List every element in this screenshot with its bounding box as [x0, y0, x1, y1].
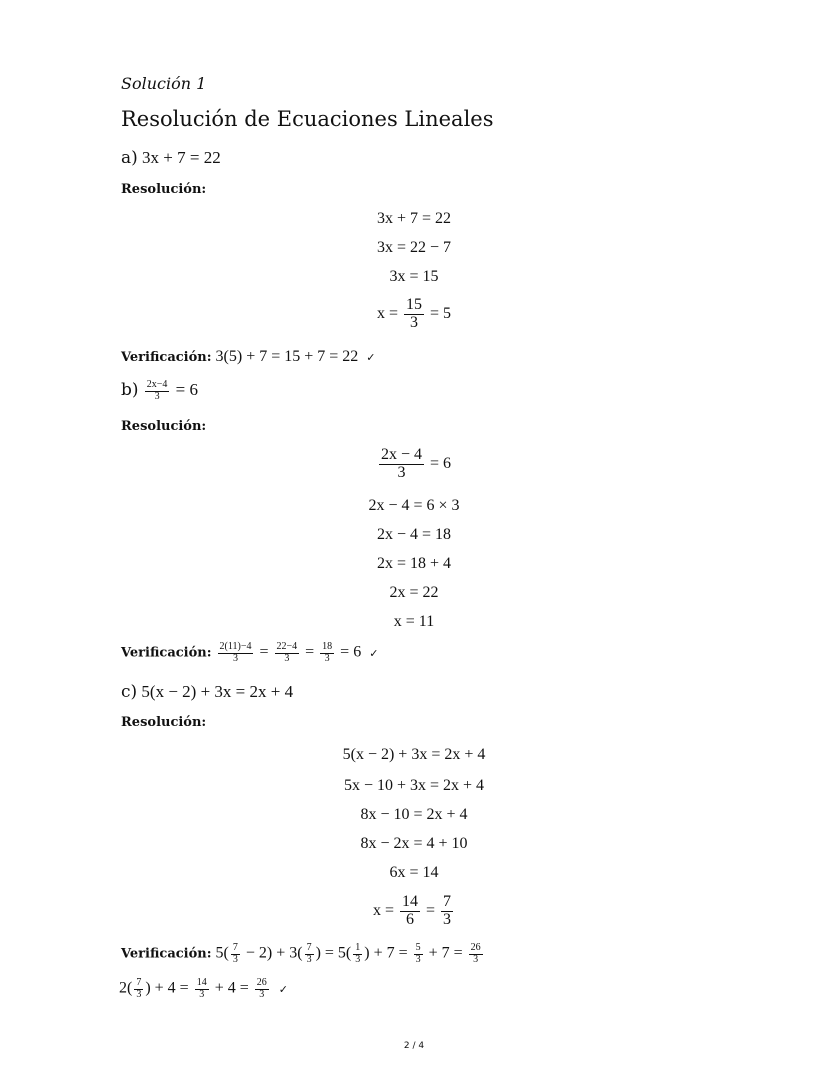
solution-kicker: Solución 1	[121, 74, 207, 93]
fraction-denominator: 3	[199, 988, 205, 1000]
page-title: Resolución de Ecuaciones Lineales	[121, 107, 494, 131]
exercise-b-rhs: = 6	[175, 380, 198, 399]
fraction-denominator: 3	[324, 652, 330, 664]
math-text: + 4 =	[214, 979, 249, 997]
fraction	[469, 943, 483, 965]
exercise-a-equation: 3x + 7 = 22	[142, 148, 221, 167]
exercise-b-fraction	[145, 380, 170, 402]
fraction	[134, 978, 143, 1000]
fraction-numerator: 26	[256, 977, 267, 988]
exercise-c-equation: 5(x − 2) + 3x = 2x + 4	[141, 682, 294, 701]
equals-sign: =	[305, 643, 315, 661]
fraction-numerator: 2x − 4	[380, 446, 422, 463]
fraction-numerator: 15	[406, 296, 422, 313]
verification-b-result: = 6	[340, 643, 362, 661]
exercise-b-heading	[121, 380, 198, 402]
verification-a-expression: 3(5) + 7 = 15 + 7 = 22	[215, 348, 359, 365]
fraction	[255, 978, 269, 1000]
step-b-3: 2x − 4 = 18	[376, 526, 452, 543]
exercise-c-heading	[121, 682, 293, 702]
page-number: 2 / 4	[403, 1041, 425, 1051]
verification-c-line-2	[119, 978, 288, 1000]
exercise-b-tag: b)	[121, 380, 139, 400]
step-c-5: 6x = 14	[389, 864, 439, 881]
step-b-5: 2x = 22	[389, 584, 439, 601]
step-c-4: 8x − 2x = 4 + 10	[360, 835, 468, 852]
check-icon: ✓	[369, 646, 379, 660]
fraction-denominator: 3	[136, 988, 142, 1000]
fraction-denominator: 3	[410, 313, 418, 331]
step-c-final-fraction-1	[400, 894, 420, 929]
resolution-label-a: Resolución:	[121, 182, 207, 197]
math-text: 2(	[119, 979, 133, 997]
fraction-numerator: 14	[196, 977, 207, 988]
step-b-1-rhs: = 6	[430, 454, 452, 472]
fraction-denominator: 3	[355, 953, 361, 965]
check-icon: ✓	[366, 351, 376, 364]
verification-a	[121, 348, 376, 366]
fraction-denominator: 3	[284, 652, 290, 664]
fraction-numerator: 22−4	[276, 641, 298, 652]
step-b-6: x = 11	[393, 613, 435, 630]
math-text: + 7 =	[428, 944, 463, 962]
fraction-numerator: 2(11)−4	[219, 641, 252, 652]
fraction-numerator: 26	[470, 942, 481, 953]
verification-b	[121, 642, 378, 664]
fraction-denominator: 3	[233, 652, 238, 664]
fraction	[195, 978, 209, 1000]
fraction-denominator: 3	[154, 390, 160, 402]
verification-b-fraction-3	[320, 642, 334, 664]
step-a-final-lhs: x =	[376, 304, 398, 322]
resolution-label-b: Resolución:	[121, 419, 207, 434]
fraction-numerator: 7	[443, 893, 452, 910]
math-text: ) + 7 =	[364, 944, 408, 962]
fraction	[414, 943, 423, 965]
step-c-2: 5x − 10 + 3x = 2x + 4	[343, 777, 485, 794]
fraction-numerator: 2x−4	[146, 379, 168, 391]
fraction-denominator: 3	[443, 910, 452, 928]
exercise-c-tag: c)	[121, 682, 138, 702]
verification-b-fraction-2	[275, 642, 300, 664]
fraction-denominator: 3	[415, 953, 421, 965]
fraction-denominator: 3	[306, 953, 312, 965]
step-c-final	[0, 894, 828, 929]
fraction-numerator: 18	[322, 641, 333, 652]
verification-label-a: Verificación:	[121, 350, 212, 365]
verification-c-line-1	[121, 943, 485, 965]
math-text: 5(	[215, 944, 229, 962]
step-a-3: 3x = 15	[389, 268, 439, 285]
step-a-final	[0, 297, 828, 332]
fraction-numerator: 7	[136, 977, 142, 988]
math-text: ) + 4 =	[145, 979, 189, 997]
step-c-final-fraction-2	[441, 894, 453, 929]
equals-sign: =	[259, 643, 269, 661]
resolution-label-c: Resolución:	[121, 715, 207, 730]
fraction-numerator: 5	[415, 942, 421, 953]
fraction	[353, 943, 362, 965]
fraction	[305, 943, 314, 965]
step-a-final-fraction	[404, 297, 424, 332]
fraction-denominator: 3	[397, 463, 406, 481]
fraction-numerator: 14	[402, 893, 418, 910]
fraction-denominator: 3	[232, 953, 238, 965]
fraction-denominator: 6	[406, 910, 414, 928]
fraction-numerator: 1	[355, 942, 361, 953]
step-b-1-fraction	[379, 447, 424, 482]
fraction	[231, 943, 240, 965]
step-a-1: 3x + 7 = 22	[376, 210, 452, 227]
step-b-2: 2x − 4 = 6 × 3	[368, 497, 460, 514]
fraction-numerator: 7	[306, 942, 312, 953]
math-text: − 2) + 3(	[241, 944, 303, 962]
verification-label-c: Verificación:	[121, 946, 212, 962]
equals-sign: =	[426, 901, 436, 919]
fraction-denominator: 3	[259, 988, 265, 1000]
step-b-4: 2x = 18 + 4	[376, 555, 452, 572]
check-icon: ✓	[278, 982, 288, 996]
verification-label-b: Verificación:	[121, 645, 212, 661]
step-c-3: 8x − 10 = 2x + 4	[360, 806, 468, 823]
verification-b-fraction-1	[218, 642, 254, 664]
step-c-final-lhs: x =	[372, 901, 394, 919]
step-c-1: 5(x − 2) + 3x = 2x + 4	[342, 746, 486, 763]
step-a-final-rhs: = 5	[430, 304, 452, 322]
step-b-1	[0, 447, 828, 482]
fraction-denominator: 3	[473, 953, 479, 965]
step-a-2: 3x = 22 − 7	[376, 239, 452, 256]
fraction-numerator: 7	[232, 942, 238, 953]
exercise-a-heading	[121, 148, 221, 168]
math-text: ) = 5(	[315, 944, 352, 962]
exercise-a-tag: a)	[121, 148, 138, 168]
